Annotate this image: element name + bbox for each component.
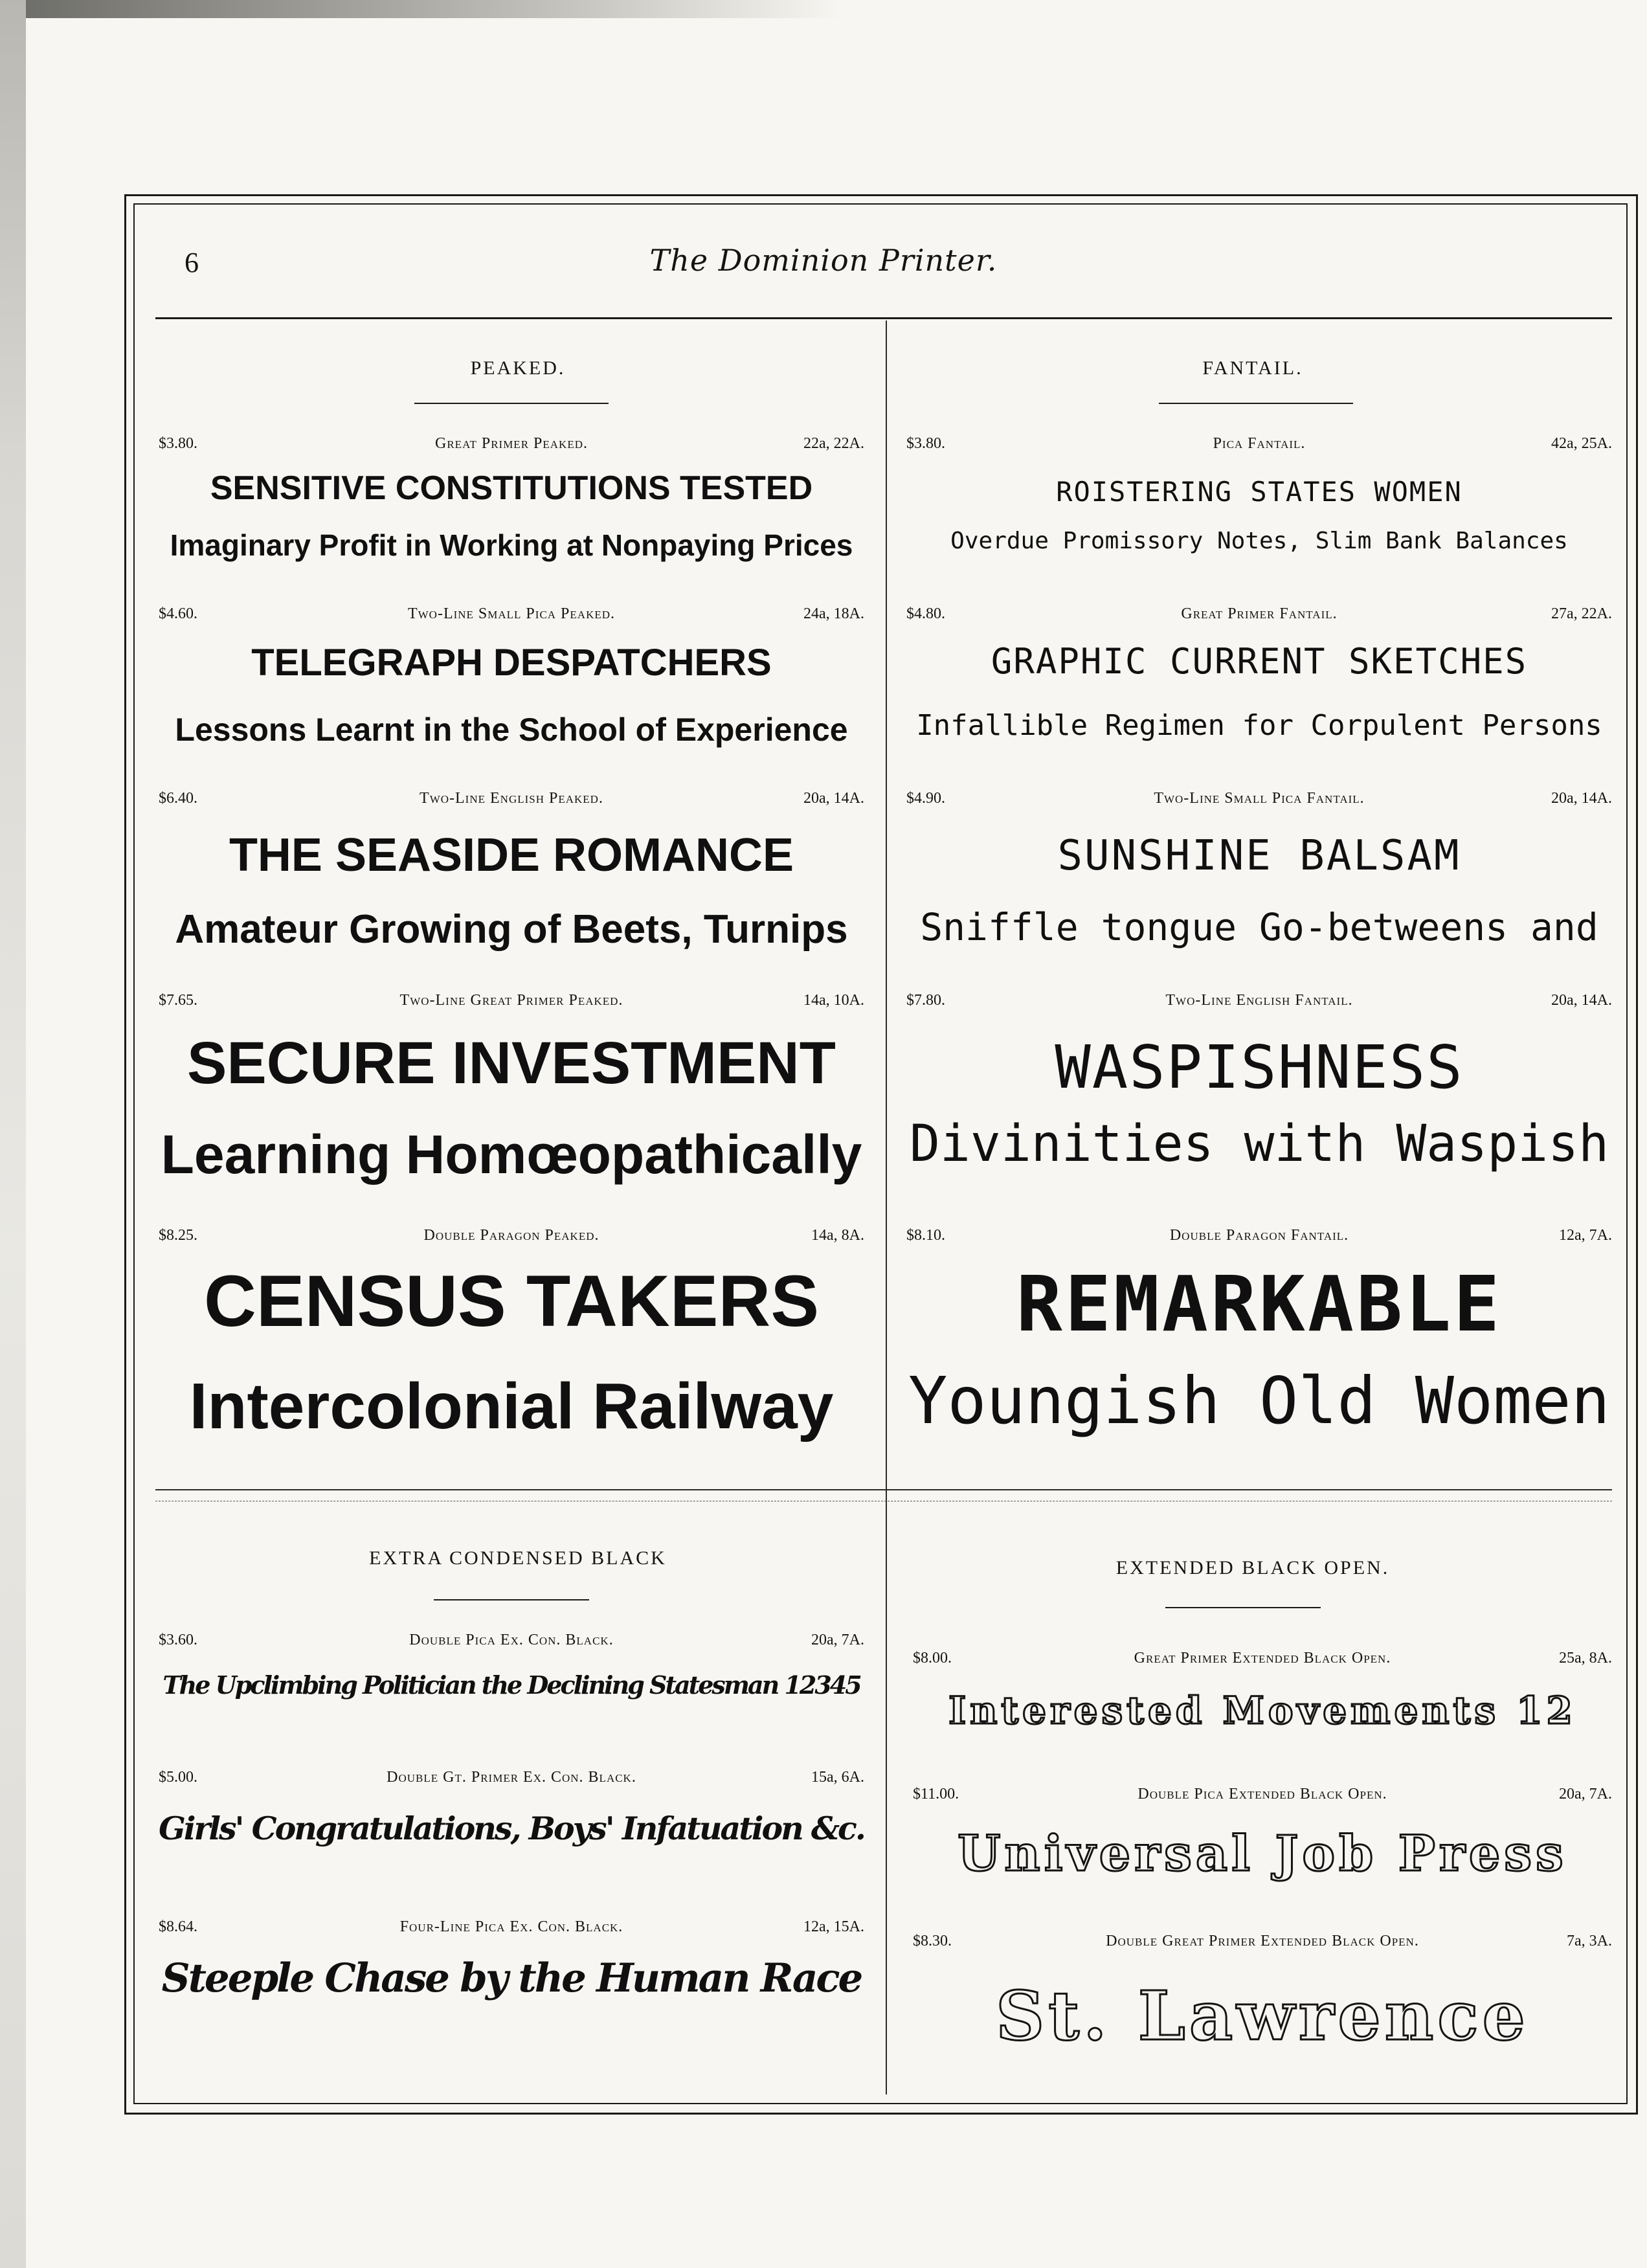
font-count: 27a, 22A. (1551, 605, 1612, 622)
font-count: 24a, 18A. (803, 605, 864, 622)
specimen-spec-line (159, 605, 864, 631)
section-title-rule (1165, 1607, 1321, 1608)
price: $3.80. (159, 435, 197, 452)
price: $8.30. (913, 1933, 952, 1949)
price: $7.65. (159, 992, 197, 1009)
specimen-spec-line (159, 1632, 864, 1657)
specimen-line: SECURE INVESTMENT (187, 1030, 836, 1096)
font-count: 20a, 14A. (1551, 790, 1612, 807)
specimen-spec-line (906, 992, 1612, 1018)
specimen-line: TELEGRAPH DESPATCHERS (251, 642, 772, 684)
specimen-line: GRAPHIC CURRENT SKETCHES (991, 641, 1528, 682)
font-name: Four-Line Pica Ex. Con. Black. (399, 1918, 623, 1935)
specimen-line: CENSUS TAKERS (203, 1261, 820, 1342)
specimen-line: Divinities with Waspish (909, 1115, 1609, 1173)
scan-edge-top (0, 0, 842, 18)
specimen-line: Infallible Regimen for Corpulent Persons (916, 709, 1602, 742)
section-divider (155, 1489, 1612, 1490)
specimen-line: The Upclimbing Politician the Declining Statesman 12345 (162, 1670, 860, 1700)
font-count: 20a, 14A. (1551, 992, 1612, 1009)
section-title-rule (414, 403, 609, 404)
font-name: Double Pica Ex. Con. Black. (409, 1632, 614, 1648)
specimen-line: Youngish Old Women (908, 1363, 1610, 1439)
page-number: 6 (185, 247, 199, 278)
section-title-extra-condensed-black: EXTRA CONDENSED BLACK (369, 1547, 667, 1569)
specimen-line: Learning Homœopathically (161, 1124, 862, 1185)
specimen-spec-line (913, 1650, 1612, 1676)
font-count: 25a, 8A. (1559, 1650, 1612, 1667)
specimen-line: Universal Job Press (958, 1825, 1567, 1882)
specimen-line: Intercolonial Railway (189, 1370, 834, 1443)
font-count: 12a, 15A. (803, 1918, 864, 1935)
font-count: 12a, 7A. (1559, 1227, 1612, 1244)
font-name: Two-Line Small Pica Fantail. (1154, 790, 1365, 807)
specimen-spec-line (159, 790, 864, 816)
font-name: Two-Line Small Pica Peaked. (407, 605, 616, 622)
specimen-line: Lessons Learnt in the School of Experience (175, 712, 848, 748)
font-name: Double Paragon Peaked. (423, 1227, 599, 1244)
font-name: Double Great Primer Extended Black Open. (1106, 1933, 1419, 1949)
font-count: 20a, 7A. (811, 1632, 864, 1648)
section-title-fantail: FANTAIL. (1202, 357, 1303, 379)
price: $8.10. (906, 1227, 945, 1244)
section-title-peaked: PEAKED. (470, 357, 566, 379)
specimen-spec-line (159, 1227, 864, 1253)
specimen-line: St. Lawrence (996, 1976, 1529, 2056)
price: $4.60. (159, 605, 197, 622)
font-count: 7a, 3A. (1567, 1933, 1612, 1949)
font-name: Pica Fantail. (1213, 435, 1306, 452)
specimen-line: Overdue Promissory Notes, Slim Bank Balances (950, 528, 1568, 554)
specimen-spec-line (159, 435, 864, 461)
font-name: Two-Line English Fantail. (1165, 992, 1353, 1009)
specimen-spec-line (906, 1227, 1612, 1253)
specimen-spec-line (906, 435, 1612, 461)
section-title-rule (1159, 403, 1353, 404)
specimen-spec-line (159, 1918, 864, 1944)
price: $3.60. (159, 1632, 197, 1648)
column-divider (886, 320, 887, 2094)
price: $4.90. (906, 790, 945, 807)
font-name: Two-Line English Peaked. (420, 790, 603, 807)
specimen-line: Girls' Congratulations, Boys' Infatuation &c. (159, 1810, 864, 1847)
specimen-spec-line (913, 1786, 1612, 1812)
specimen-line: ROISTERING STATES WOMEN (1056, 476, 1462, 508)
font-count: 20a, 14A. (803, 790, 864, 807)
price: $7.80. (906, 992, 945, 1009)
price: $8.25. (159, 1227, 197, 1244)
price: $8.64. (159, 1918, 197, 1935)
specimen-spec-line (906, 605, 1612, 631)
price: $4.80. (906, 605, 945, 622)
font-count: 22a, 22A. (803, 435, 864, 452)
font-count: 14a, 10A. (803, 992, 864, 1009)
specimen-line: SENSITIVE CONSTITUTIONS TESTED (210, 469, 813, 507)
font-count: 20a, 7A. (1559, 1786, 1612, 1802)
font-count: 15a, 6A. (811, 1769, 864, 1786)
font-name: Great Primer Extended Black Open. (1134, 1650, 1391, 1667)
scan-edge-left (0, 0, 26, 2268)
font-name: Two-Line Great Primer Peaked. (399, 992, 623, 1009)
specimen-line: SUNSHINE BALSAM (1057, 832, 1461, 880)
masthead-title: The Dominion Printer. (649, 243, 998, 278)
specimen-spec-line (159, 1769, 864, 1795)
specimen-line: Imaginary Profit in Working at Nonpaying Prices (170, 528, 853, 562)
section-title-rule (434, 1599, 589, 1600)
specimen-line: REMARKABLE (1016, 1259, 1503, 1349)
price: $11.00. (913, 1786, 959, 1802)
specimen-line: Sniffle tongue Go-betweens and (920, 905, 1598, 949)
specimen-spec-line (159, 992, 864, 1018)
font-name: Double Pica Extended Black Open. (1137, 1786, 1387, 1802)
specimen-spec-line (913, 1933, 1612, 1959)
font-name: Great Primer Peaked. (435, 435, 588, 452)
specimen-line: WASPISHNESS (1055, 1033, 1464, 1102)
specimen-line: Amateur Growing of Beets, Turnips (175, 907, 848, 952)
specimen-spec-line (906, 790, 1612, 816)
specimen-line: Interested Movements 12 (948, 1689, 1576, 1733)
price: $5.00. (159, 1769, 197, 1786)
font-name: Double Paragon Fantail. (1169, 1227, 1349, 1244)
price: $8.00. (913, 1650, 952, 1667)
section-title-extended-black-open: EXTENDED BLACK OPEN. (1115, 1557, 1390, 1578)
font-name: Double Gt. Primer Ex. Con. Black. (387, 1769, 636, 1786)
header-rule (155, 317, 1612, 319)
specimen-line: Steeple Chase by the Human Race (161, 1955, 862, 2001)
specimen-line: THE SEASIDE ROMANCE (229, 829, 794, 881)
font-count: 14a, 8A. (811, 1227, 864, 1244)
font-name: Great Primer Fantail. (1181, 605, 1338, 622)
font-count: 42a, 25A. (1551, 435, 1612, 452)
price: $3.80. (906, 435, 945, 452)
price: $6.40. (159, 790, 197, 807)
